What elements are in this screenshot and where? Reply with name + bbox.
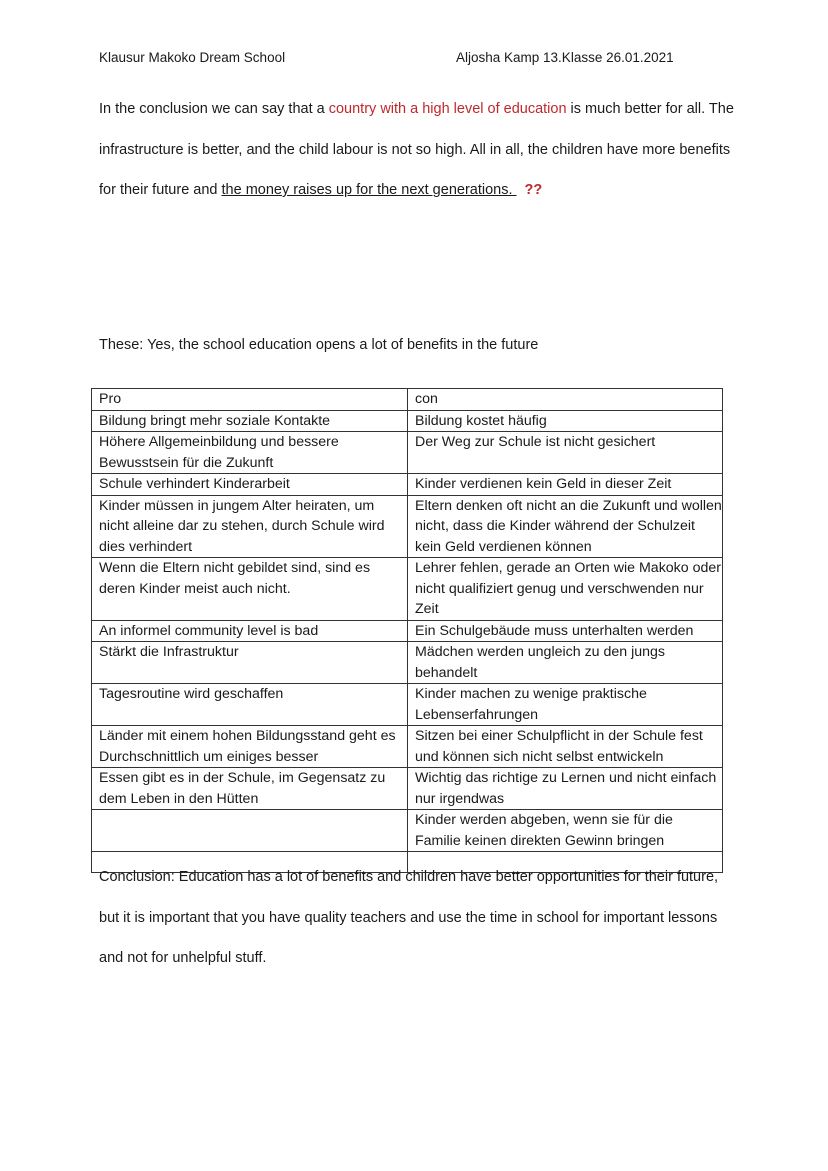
header-con: con [408,389,723,411]
conclusion-paragraph: Conclusion: Education has a lot of benefits and children have better opportunities for their future, but it is important that you have quality teachers and use the time in school for important lessons and not for unhelpful stuff. [99,869,719,966]
pro-cell: An informel community level is bad [92,620,408,642]
table-row [92,810,723,852]
con-cell: Mädchen werden ungleich zu den jungs behandelt [408,642,723,684]
pro-cell: Länder mit einem hohen Bildungsstand geht es Durchschnittlich um einiges besser [92,726,408,768]
pro-cell: Schule verhindert Kinderarbeit [92,474,408,496]
con-cell: Sitzen bei einer Schulpflicht in der Schule fest und können sich nicht selbst entwickeln [408,726,723,768]
pro-con-table-body [92,389,723,873]
con-cell: Ein Schulgebäude muss unterhalten werden [408,620,723,642]
pro-cell: Kinder müssen in jungem Alter heiraten, um nicht alleine dar zu stehen, durch Schule wird dies verhindert [92,495,408,558]
header-author-info: Aljosha Kamp 13.Klasse 26.01.2021 [456,50,674,65]
con-cell: Der Weg zur Schule ist nicht gesichert [408,432,723,474]
pro-cell: Wenn die Eltern nicht gebildet sind, sind es deren Kinder meist auch nicht. [92,558,408,621]
con-cell: Wichtig das richtige zu Lernen und nicht einfach nur irgendwas [408,768,723,810]
con-cell: Lehrer fehlen, gerade an Orten wie Makoko oder nicht qualifiziert genug und verschwenden nur Zeit [408,558,723,621]
thesis-statement: These: Yes, the school education opens a lot of benefits in the future [99,337,539,353]
table-row [92,642,723,684]
con-cell: Eltern denken oft nicht an die Zukunft und wollen nicht, dass die Kinder während der Schulzeit kein Geld verdienen können [408,495,723,558]
table-header-row [92,389,723,411]
intro-text-2: is much better for all. The infrastructure is better, and the child labour is not so high. All in all, the children have more benefits for their future and [99,101,734,198]
con-cell: Kinder werden abgeben, wenn sie für die Familie keinen direkten Gewinn bringen [408,810,723,852]
pro-con-table [91,388,723,873]
header-exam-title: Klausur Makoko Dream School [99,50,286,65]
con-cell: Kinder machen zu wenige praktische Lebenserfahrungen [408,684,723,726]
pro-cell [92,810,408,852]
table-row [92,495,723,558]
intro-text-1: In the conclusion we can say that a [99,101,329,117]
intro-paragraph [99,89,739,211]
con-cell: Bildung kostet häufig [408,410,723,432]
table-row [92,620,723,642]
con-cell: Kinder verdienen kein Geld in dieser Zeit [408,474,723,496]
pro-cell: Bildung bringt mehr soziale Kontakte [92,410,408,432]
table-row [92,726,723,768]
pro-cell: Höhere Allgemeinbildung und bessere Bewusstsein für die Zukunft [92,432,408,474]
intro-underlined: the money raises up for the next generations. [221,182,517,198]
pro-cell: Essen gibt es in der Schule, im Gegensatz zu dem Leben in den Hütten [92,768,408,810]
table-row [92,410,723,432]
question-marker: ?? [524,182,543,198]
header-pro: Pro [92,389,408,411]
table-row [92,432,723,474]
pro-cell: Tagesroutine wird geschaffen [92,684,408,726]
table-row [92,768,723,810]
table-row [92,474,723,496]
table-row [92,558,723,621]
intro-highlight: country with a high level of education [328,101,567,117]
table-row [92,684,723,726]
pro-cell: Stärkt die Infrastruktur [92,642,408,684]
